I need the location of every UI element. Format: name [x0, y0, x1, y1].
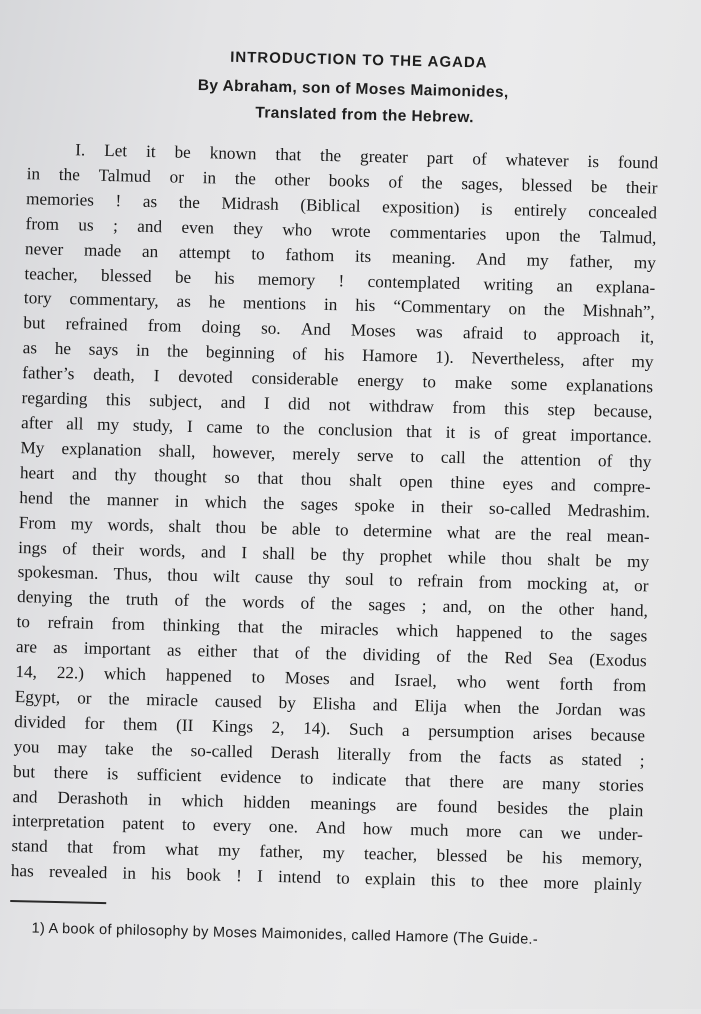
text-line: tory commentary, as he mentions in his “Commentary on the Mishnah”,: [23, 288, 655, 322]
footnote-divider: [10, 900, 106, 904]
text-line: regarding this subject, and I did not withdraw from this step because,: [21, 388, 653, 422]
text-line: after all my study, I came to the conclusion that it is of great importance.: [20, 413, 653, 447]
text-line: father’s death, I devoted considerable energy to make some explanations: [22, 363, 654, 397]
text-line: ings of their words, and I shall be thy prophet while thou shalt be my: [18, 537, 650, 571]
text-line: and Derashoth in which hidden meanings are found besides the plain: [12, 786, 644, 820]
text-line: heart and thy thought so that thou shalt open thine eyes and compre-: [19, 462, 651, 497]
text-line: I. Let it be known that the greater part of whatever is found: [75, 140, 659, 173]
text-line: hend the manner in which the sages spoke in their so-called Medrashim.: [19, 487, 651, 522]
footnote: 1) A book of philosophy by Moses Maimonides, called Hamore (The Guide.-: [31, 920, 539, 949]
text-line: as he says in the beginning of his Hamore 1). Nevertheless, after my: [22, 338, 654, 372]
text-line: From my words, shalt thou be able to determine what are the real mean-: [18, 512, 650, 546]
text-line: My explanation shall, however, merely serve to call the attention of thy: [20, 437, 652, 472]
text-line: Egypt, or the miracle caused by Elisha and Elija when the Jordan was: [14, 686, 646, 721]
text-line: divided for them (II Kings 2, 14). Such a persumption arises because: [14, 711, 646, 746]
text-line: teacher, blessed be his memory ! contemplated writing an explana-: [24, 263, 656, 297]
body-text: [3, 137, 665, 899]
text-line: 14, 22.) which happened to Moses and Israel, who went forth from: [15, 662, 647, 696]
text-line: never made an attempt to fathom its meaning. And my father, my: [24, 238, 657, 273]
page-title: INTRODUCTION TO THE AGADA: [229, 48, 488, 72]
text-line: interpretation patent to every one. And how much more can we under-: [11, 811, 644, 845]
text-line: in the Talmud or in the other books of the sages, blessed be their: [26, 164, 658, 198]
text-line: memories ! as the Midrash (Biblical exposition) is entirely concealed: [25, 188, 658, 223]
translation-note: Translated from the Hebrew.: [255, 104, 475, 127]
text-line: are as important as either that of the dividing of the Red Sea (Exodus: [15, 637, 647, 671]
text-line: denying the truth of the words of the sages ; and, on the other hand,: [16, 587, 649, 621]
author-byline: By Abraham, son of Moses Maimonides,: [197, 77, 509, 102]
text-line: but there is sufficient evidence to indicate that there are many stories: [12, 761, 645, 795]
text-line: to refrain from thinking that the miracles which happened to the sages: [16, 612, 648, 646]
text-line: stand that from what my father, my teacher, blessed be his memory,: [11, 836, 643, 870]
text-line: has revealed in his book ! I intend to explain this to thee more plainly: [10, 861, 642, 895]
text-line: but refrained from doing so. And Moses was afraid to approach it,: [23, 313, 655, 347]
text-line: you may take the so-called Derash literally from the facts as stated ;: [13, 736, 645, 771]
text-line: from us ; and even they who wrote commentaries upon the Talmud,: [25, 213, 657, 248]
book-page: [0, 30, 667, 1014]
text-line: spokesman. Thus, thou wilt cause thy soul to refrain from mocking at, or: [17, 562, 649, 596]
